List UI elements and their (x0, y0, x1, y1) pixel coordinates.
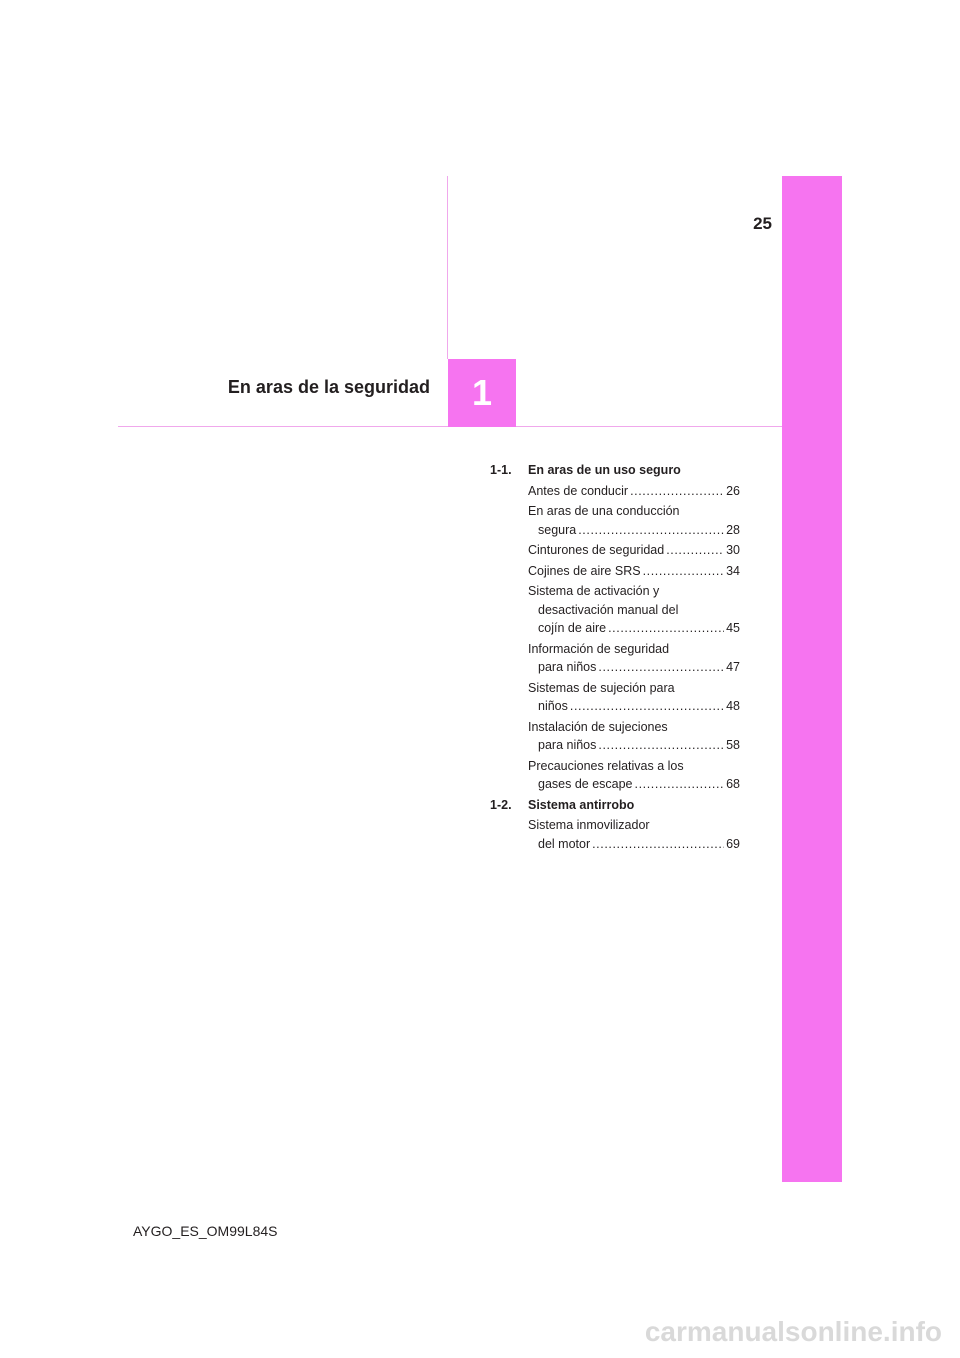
section-number: 1-2. (490, 797, 512, 812)
entry-page-number: 69 (726, 836, 740, 851)
section-number: 1-1. (490, 463, 512, 477)
section-title: Sistema antirrobo (528, 797, 635, 812)
toc-entry[interactable] (490, 482, 740, 501)
entry-page-number: 45 (726, 621, 740, 635)
toc-entry[interactable] (490, 718, 740, 755)
entry-page-number: 30 (726, 543, 740, 557)
chapter-number: 1 (471, 372, 493, 413)
entry-title-line: desactivación manual del (538, 602, 679, 617)
chapter-side-tab (782, 176, 842, 1182)
entry-title-line: Cojines de aire SRS (528, 563, 641, 578)
toc-entry[interactable] (490, 541, 740, 560)
entry-title-line: Información de seguridad (528, 641, 670, 656)
entry-title-line: gases de escape (538, 777, 633, 791)
dot-leader (592, 835, 724, 854)
toc-entry[interactable] (490, 562, 740, 581)
entry-title-line: niños (538, 699, 568, 713)
dot-leader (630, 482, 724, 501)
entry-page-number: 26 (726, 483, 740, 498)
toc-entry[interactable] (490, 757, 740, 794)
dot-leader (666, 541, 724, 560)
document-code: AYGO_ES_OM99L84S (133, 1223, 278, 1239)
toc-section-heading (490, 796, 740, 815)
dot-leader (598, 736, 724, 755)
entry-title-line: para niños (538, 660, 597, 674)
entry-title-line: para niños (538, 738, 597, 752)
vertical-rule (447, 176, 448, 359)
entry-title-line: segura (538, 522, 577, 537)
toc-entry[interactable] (490, 502, 740, 539)
chapter-title: En aras de la seguridad (227, 377, 430, 397)
entry-title-line: del motor (538, 836, 591, 851)
entry-title-line: Antes de conducir (528, 483, 629, 498)
toc-entry[interactable] (490, 679, 740, 716)
dot-leader (578, 521, 724, 540)
toc-entry[interactable] (490, 640, 740, 677)
entry-page-number: 48 (726, 699, 740, 713)
entry-title-line: Precauciones relativas a los (528, 758, 684, 773)
entry-title-line: Instalación de sujeciones (528, 719, 668, 734)
dot-leader (608, 619, 724, 638)
dot-leader (598, 658, 724, 677)
entry-title-line: Sistema de activación y (528, 584, 660, 598)
toc-section-heading (490, 461, 740, 480)
watermark: carmanualsonline.info (644, 1316, 942, 1347)
dot-leader (643, 562, 725, 581)
toc-entry[interactable] (490, 582, 740, 638)
entry-page-number: 28 (726, 522, 740, 537)
chapter-number-box (448, 359, 516, 427)
entry-title-line: Cinturones de seguridad (528, 543, 665, 557)
section-title: En aras de un uso seguro (528, 463, 681, 477)
page-number: 25 (753, 214, 772, 233)
toc-entry[interactable] (490, 816, 740, 853)
entry-title-line: cojín de aire (538, 621, 607, 635)
dot-leader (635, 775, 725, 794)
entry-page-number: 34 (726, 563, 740, 578)
entry-title-line: Sistemas de sujeción para (528, 680, 675, 695)
entry-page-number: 47 (726, 660, 740, 674)
entry-page-number: 58 (726, 738, 740, 752)
entry-page-number: 68 (726, 777, 740, 791)
entry-title-line: En aras de una conducción (528, 504, 680, 518)
table-of-contents (490, 459, 740, 853)
dot-leader (570, 697, 724, 716)
entry-title-line: Sistema inmovilizador (528, 818, 650, 832)
